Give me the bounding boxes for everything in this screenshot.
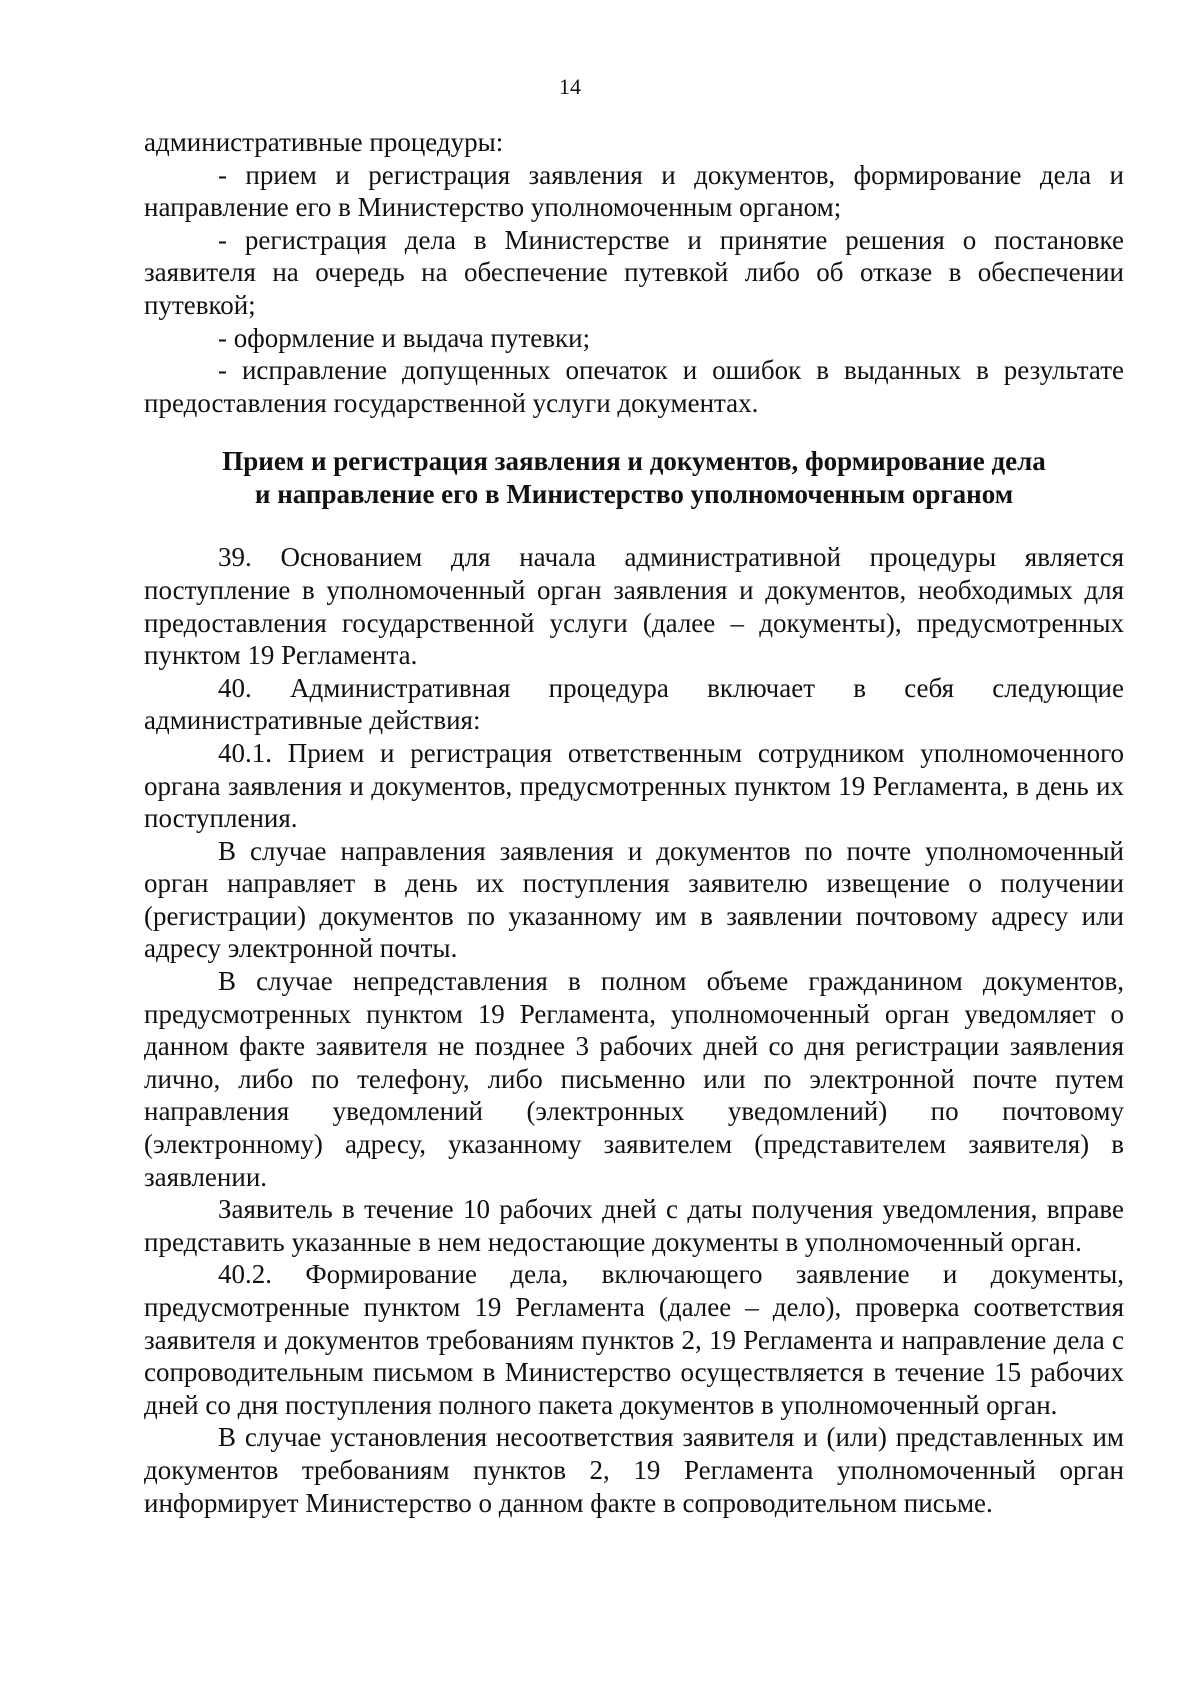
paragraph-mismatch: В случае установления несоответствия заявителя и (или) представленных им документов требованиям пунктов 2, 19 Регламента уполномоченный орган информирует Министерство о данном факте в сопроводительном письме. <box>144 1422 1124 1518</box>
intro-line: административные процедуры: <box>144 127 504 157</box>
paragraph-40-1: 40.1. Прием и регистрация ответственным сотрудником уполномоченного органа заявления и документов, предусмотренных пунктом 19 Регламента, в день их поступления. <box>144 737 1124 834</box>
section-heading <box>144 445 1124 511</box>
list-item: - регистрация дела в Министерстве и принятие решения о постановке заявителя на очередь на обеспечение путевкой либо об отказе в обеспечении путевкой; <box>144 224 1124 320</box>
list-item: - оформление и выдача путевки; <box>218 322 591 353</box>
paragraph-incomplete-documents: В случае непредставления в полном объеме гражданином документов, предусмотренных пунктом 19 Регламента, уполномоченный орган уведомляет о данном факте заявителя не позднее 3 рабочих дней со дня регистрации заявления лично, либо по телефону, либо письменно или по электронной почте путем направления уведомлений (электронных уведомлений) по почтовому (электронному) адресу, указанному заявителем (представителем заявителя) в заявлении. <box>144 966 1124 1192</box>
paragraph-missing-documents: Заявитель в течение 10 рабочих дней с даты получения уведомления, вправе представить указанные в нем недостающие документы в уполномоченный орган. <box>144 1194 1124 1257</box>
document-body <box>144 126 1124 1519</box>
list-item: - исправление допущенных опечаток и ошибок в выданных в результате предоставления государственной услуги документах. <box>144 355 1124 418</box>
page-number: 14 <box>559 74 581 99</box>
paragraph-39: 39. Основанием для начала административной процедуры является поступление в уполномоченный орган заявления и документов, необходимых для предоставления государственной услуги (далее – документы), предусмотренных пунктом 19 Регламента. <box>144 542 1124 671</box>
list-item: - прием и регистрация заявления и документов, формирование дела и направление его в Министерство уполномоченным органом; <box>144 159 1124 223</box>
section-heading-line-1: Прием и регистрация заявления и документов, формирование дела <box>222 446 1046 477</box>
paragraph-40: 40. Административная процедура включает в себя следующие административные действия: <box>144 672 1124 736</box>
paragraph-40-2: 40.2. Формирование дела, включающего заявление и документы, предусмотренные пунктом 19 Регламента (далее – дело), проверка соответствия заявителя и документов требованиям пунктов 2, 19 Регламента и направление дела с сопроводительным письмом в Министерство осуществляется в течение 15 рабочих дней со дня поступления полного пакета документов в уполномоченный орган. <box>144 1259 1124 1420</box>
paragraph-mail-notice: В случае направления заявления и документов по почте уполномоченный орган направляет в день их поступления заявителю извещение о получении (регистрации) документов по указанному им в заявлении почтовому адресу или адресу электронной почты. <box>144 835 1124 964</box>
section-heading-line-2: и направление его в Министерство уполномоченным органом <box>254 479 1014 510</box>
